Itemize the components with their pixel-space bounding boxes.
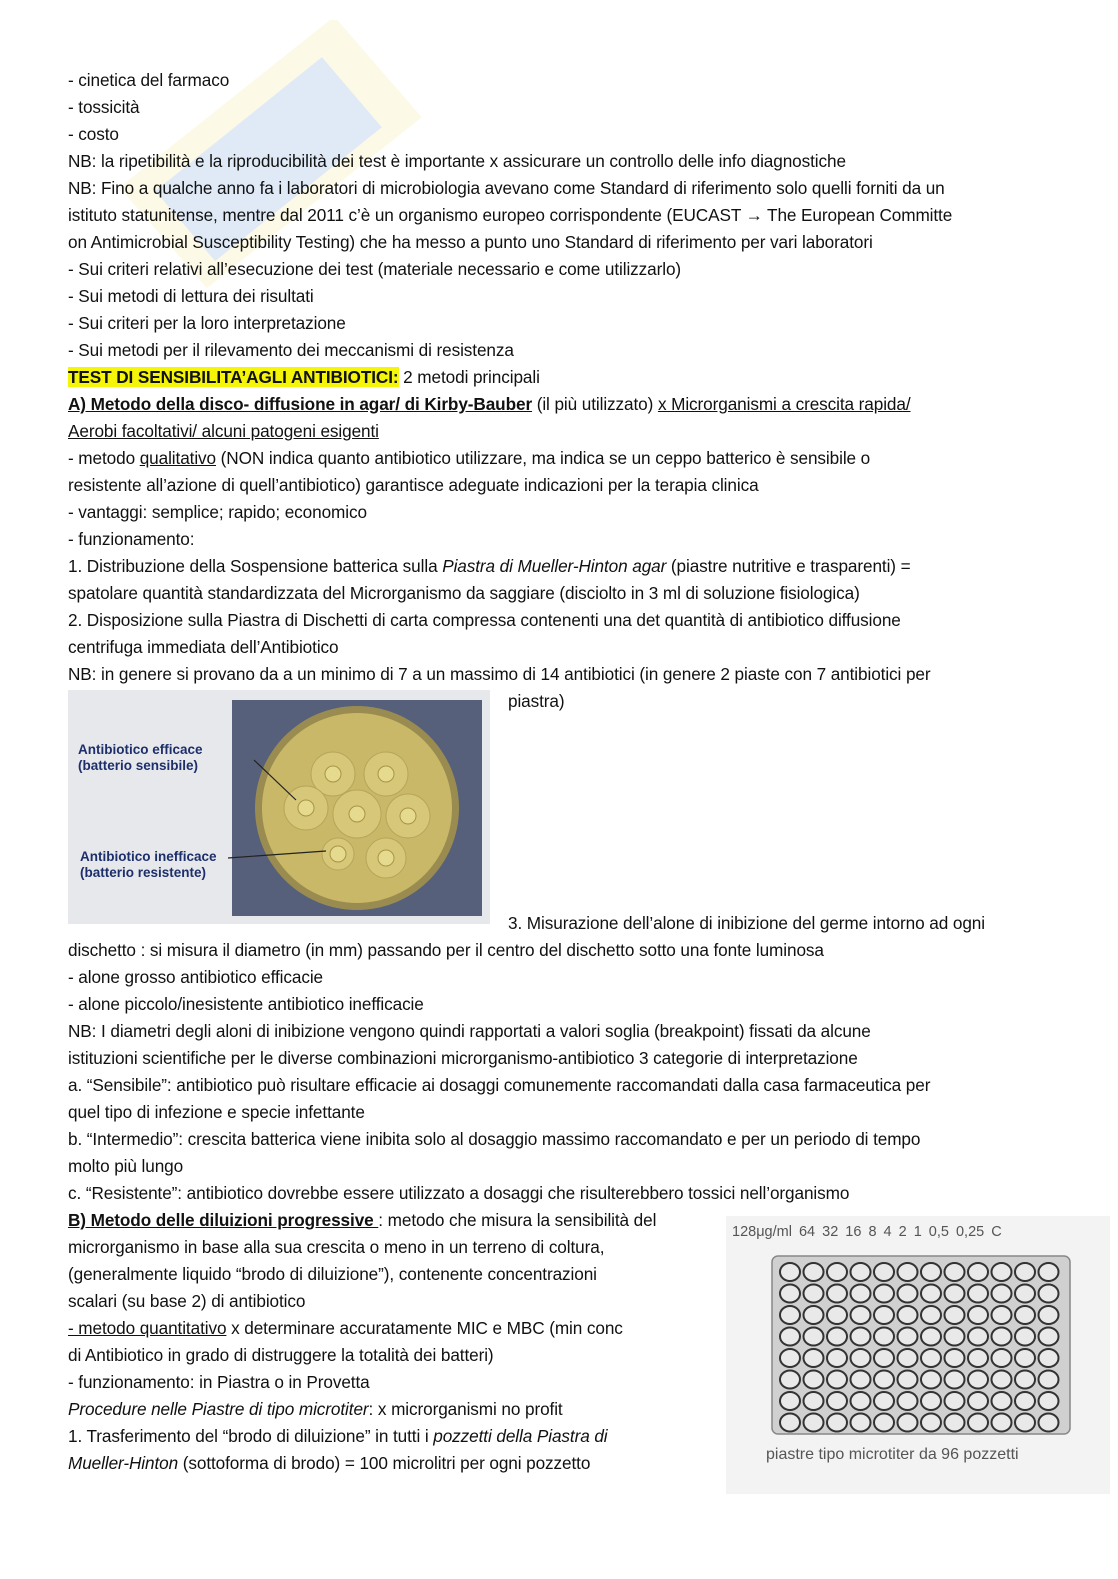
label-efficace: Antibiotico efficace (batterio sensibile) — [78, 742, 203, 773]
text-line: Mueller-Hinton (sottoforma di brodo) = 100 microlitri per ogni pozzetto — [68, 1453, 591, 1473]
method-a-heading-line — [68, 393, 911, 415]
microtiter-well — [921, 1285, 941, 1303]
microtiter-well — [1015, 1371, 1035, 1389]
text-line: istituzioni scientifiche per le diverse combinazioni microrganismo-antibiotico 3 categorie di interpretazione — [68, 1048, 858, 1068]
microtiter-well — [968, 1263, 988, 1281]
microtiter-well — [968, 1371, 988, 1389]
microtiter-well — [898, 1414, 918, 1432]
microtiter-well — [992, 1306, 1012, 1324]
microtiter-well — [851, 1371, 871, 1389]
microtiter-well — [874, 1263, 894, 1281]
microtiter-well — [804, 1392, 824, 1410]
microtiter-well — [827, 1392, 847, 1410]
text-line: di Antibiotico in grado di distruggere la totalità dei batteri) — [68, 1345, 494, 1365]
text-line: on Antimicrobial Susceptibility Testing) che ha messo a punto uno Standard di riferimento per vari laboratori — [68, 232, 873, 252]
microtiter-well — [827, 1349, 847, 1367]
microtiter-well — [968, 1285, 988, 1303]
microtiter-well — [1039, 1306, 1059, 1324]
microtiter-well — [1039, 1371, 1059, 1389]
microtiter-well — [921, 1414, 941, 1432]
microtiter-well — [992, 1349, 1012, 1367]
microtiter-well — [1039, 1263, 1059, 1281]
microtiter-well — [851, 1306, 871, 1324]
microtiter-well — [1015, 1306, 1035, 1324]
microtiter-well — [851, 1328, 871, 1346]
microtiter-well — [1039, 1328, 1059, 1346]
microtiter-well — [874, 1328, 894, 1346]
text-line: a. “Sensibile”: antibiotico può risultare efficacie ai dosaggi comunemente raccomandati dalla casa farmaceutica per — [68, 1075, 931, 1095]
text-line: scalari (su base 2) di antibiotico — [68, 1291, 306, 1311]
text-line: - Sui criteri per la loro interpretazione — [68, 313, 346, 333]
text-line: NB: Fino a qualche anno fa i laboratori di microbiologia avevano come Standard di riferimento solo quelli forniti da un — [68, 178, 945, 198]
microtiter-well — [898, 1285, 918, 1303]
microtiter-well — [851, 1285, 871, 1303]
method-a-target-cont: Aerobi facoltativi/ alcuni patogeni esigenti — [68, 421, 379, 441]
method-b-title: B) Metodo delle diluizioni progressive — [68, 1210, 379, 1230]
text-line: - alone grosso antibiotico efficacie — [68, 967, 324, 987]
text-line: quel tipo di infezione e specie infettante — [68, 1102, 365, 1122]
microtiter-well — [780, 1414, 800, 1432]
text-line: 1. Distribuzione della Sospensione batterica sulla Piastra di Mueller-Hinton agar (piastre nutritive e trasparenti) = — [68, 556, 911, 576]
text-line: NB: la ripetibilità e la riproducibilità dei test è importante x assicurare un controllo delle info diagnostiche — [68, 151, 846, 171]
microtiter-well — [945, 1328, 965, 1346]
microtiter-well — [921, 1349, 941, 1367]
agar-plate-figure — [68, 690, 490, 924]
microtiter-well — [1015, 1392, 1035, 1410]
microtiter-well — [1039, 1349, 1059, 1367]
microtiter-well — [945, 1371, 965, 1389]
microtiter-well — [780, 1371, 800, 1389]
text-line: 2. Disposizione sulla Piastra di Dischetti di carta compressa contenenti una det quantità di antibiotico diffusione — [68, 610, 901, 630]
microtiter-well — [874, 1371, 894, 1389]
microtiter-well — [780, 1285, 800, 1303]
text-line: - funzionamento: in Piastra o in Provetta — [68, 1372, 370, 1392]
microtiter-well — [1039, 1392, 1059, 1410]
agar-plate-image — [68, 690, 490, 924]
text-line: - tossicità — [68, 97, 140, 117]
test-heading: TEST DI SENSIBILITA’AGLI ANTIBIOTICI: — [68, 367, 399, 387]
microtiter-well — [804, 1306, 824, 1324]
text-line: - cinetica del farmaco — [68, 70, 230, 90]
microtiter-well — [1039, 1414, 1059, 1432]
microtiter-well — [921, 1328, 941, 1346]
method-a-note: (il più utilizzato) — [532, 394, 658, 414]
microtiter-well — [898, 1392, 918, 1410]
text-line: b. “Intermedio”: crescita batterica viene inibita solo al dosaggio massimo raccomandato e per un periodo di tempo — [68, 1129, 921, 1149]
microtiter-well — [898, 1371, 918, 1389]
text-line: piastra) — [508, 691, 565, 711]
microtiter-well — [898, 1263, 918, 1281]
microtiter-well — [827, 1263, 847, 1281]
text-line: - vantaggi: semplice; rapido; economico — [68, 502, 367, 522]
microtiter-well — [804, 1328, 824, 1346]
concentration-labels: 128μg/ml 64 32 16 8 4 2 1 0,5 0,25 C — [732, 1224, 1002, 1240]
microtiter-well — [874, 1349, 894, 1367]
microtiter-well — [1015, 1349, 1035, 1367]
text-line: istituto statunitense, mentre dal 2011 c’è un organismo europeo corrispondente (EUCAST → The European Committe — [68, 205, 953, 225]
text-line: - metodo qualitativo (NON indica quanto antibiotico utilizzare, ma indica se un ceppo batterico è sensibile o — [68, 448, 871, 468]
microtiter-well — [780, 1349, 800, 1367]
text-line: - metodo quantitativo x determinare accuratamente MIC e MBC (min conc — [68, 1318, 623, 1338]
microtiter-well — [945, 1392, 965, 1410]
microtiter-well — [1039, 1285, 1059, 1303]
text-line: spatolare quantità standardizzata del Microrganismo da saggiare (disciolto in 3 ml di soluzione fisiologica) — [68, 583, 860, 603]
microtiter-well — [780, 1263, 800, 1281]
microtiter-well — [804, 1371, 824, 1389]
text-line: - Sui metodi di lettura dei risultati — [68, 286, 314, 306]
microtiter-well — [945, 1414, 965, 1432]
microtiter-well — [827, 1371, 847, 1389]
microtiter-well — [898, 1328, 918, 1346]
microtiter-well — [827, 1285, 847, 1303]
text-line: NB: in genere si provano da a un minimo di 7 a un massimo di 14 antibiotici (in genere 2 piaste con 7 antibiotici per — [68, 664, 931, 684]
microtiter-well — [968, 1306, 988, 1324]
microtiter-well — [968, 1392, 988, 1410]
text-line: (generalmente liquido “brodo di diluizione”), contenente concentrazioni — [68, 1264, 597, 1284]
microtiter-well — [851, 1349, 871, 1367]
microtiter-well — [968, 1414, 988, 1432]
microtiter-well — [804, 1285, 824, 1303]
method-a-title: A) Metodo della disco- diffusione in agar/ di Kirby-Bauber — [68, 394, 533, 414]
microtiter-well — [968, 1328, 988, 1346]
microtiter-well — [851, 1263, 871, 1281]
microtiter-well — [827, 1306, 847, 1324]
text-line: - alone piccolo/inesistente antibiotico inefficacie — [68, 994, 424, 1014]
microtiter-well — [992, 1392, 1012, 1410]
microtiter-well — [898, 1306, 918, 1324]
microtiter-well — [945, 1349, 965, 1367]
microtiter-well — [851, 1414, 871, 1432]
text-line: dischetto : si misura il diametro (in mm) passando per il centro del dischetto sotto una fonte luminosa — [68, 940, 824, 960]
microtiter-well — [992, 1414, 1012, 1432]
test-heading-line — [68, 366, 540, 388]
microtiter-well — [780, 1328, 800, 1346]
method-a-target: x Microrganismi a crescita rapida/ — [657, 394, 911, 414]
text-line: - Sui metodi per il rilevamento dei meccanismi di resistenza — [68, 340, 514, 360]
microtiter-well — [780, 1306, 800, 1324]
microtiter-well — [945, 1263, 965, 1281]
microtiter-figure — [726, 1216, 1110, 1494]
microtiter-well — [992, 1263, 1012, 1281]
microtiter-well — [1015, 1285, 1035, 1303]
microtiter-well — [898, 1349, 918, 1367]
text-line: NB: I diametri degli aloni di inibizione vengono quindi rapportati a valori soglia (breakpoint) fissati da alcune — [68, 1021, 871, 1041]
microtiter-well — [827, 1328, 847, 1346]
text-line: - costo — [68, 124, 119, 144]
microtiter-well — [992, 1328, 1012, 1346]
microtiter-well — [921, 1263, 941, 1281]
microtiter-well — [804, 1263, 824, 1281]
microtiter-well — [945, 1306, 965, 1324]
microtiter-well — [827, 1414, 847, 1432]
text-line: - funzionamento: — [68, 529, 195, 549]
text-line: 1. Trasferimento del “brodo di diluizione” in tutti i pozzetti della Piastra di — [68, 1426, 608, 1446]
microtiter-well — [874, 1285, 894, 1303]
text-line: - Sui criteri relativi all’esecuzione dei test (materiale necessario e come utilizzarlo) — [68, 259, 682, 279]
microtiter-well — [992, 1285, 1012, 1303]
test-heading-rest: 2 metodi principali — [398, 367, 540, 387]
microtiter-well — [780, 1392, 800, 1410]
microtiter-well — [874, 1392, 894, 1410]
text-line: Procedure nelle Piastre di tipo microtiter: x microrganismi no profit — [68, 1399, 563, 1419]
microtiter-well — [1015, 1414, 1035, 1432]
microtiter-well — [1015, 1328, 1035, 1346]
microtiter-well — [874, 1414, 894, 1432]
text-line: molto più lungo — [68, 1156, 184, 1176]
microtiter-well — [874, 1306, 894, 1324]
method-b-heading-line: B) Metodo delle diluizioni progressive : metodo che misura la sensibilità del — [68, 1210, 657, 1230]
microtiter-well — [851, 1392, 871, 1410]
microtiter-well — [1015, 1263, 1035, 1281]
microtiter-well — [945, 1285, 965, 1303]
microtiter-well — [804, 1414, 824, 1432]
microtiter-plate-image — [726, 1250, 1110, 1450]
microtiter-well — [992, 1371, 1012, 1389]
text-line: resistente all’azione di quell’antibiotico) garantisce adeguate indicazioni per la terapia clinica — [68, 475, 759, 495]
microtiter-well — [921, 1392, 941, 1410]
microtiter-caption: piastre tipo microtiter da 96 pozzetti — [766, 1446, 1019, 1463]
text-line: c. “Resistente”: antibiotico dovrebbe essere utilizzato a dosaggi che risulterebbero tossici nell’organismo — [68, 1183, 850, 1203]
microtiter-well — [921, 1371, 941, 1389]
text-line: centrifuga immediata dell’Antibiotico — [68, 637, 339, 657]
microtiter-well — [804, 1349, 824, 1367]
text-line: 3. Misurazione dell’alone di inibizione del germe intorno ad ogni — [508, 913, 985, 933]
microtiter-well — [921, 1306, 941, 1324]
microtiter-well — [968, 1349, 988, 1367]
label-inefficace: Antibiotico inefficace (batterio resistente) — [80, 849, 217, 880]
text-line: microrganismo in base alla sua crescita o meno in un terreno di coltura, — [68, 1237, 605, 1257]
